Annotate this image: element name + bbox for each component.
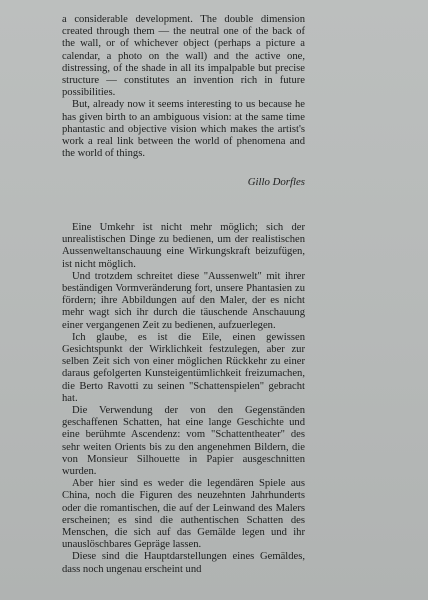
- english-text-block: [62, 14, 305, 160]
- german-text-block: [62, 222, 305, 576]
- german-paragraph: Eine Umkehr ist nicht mehr möglich; sich der unrealistischen Dinge zu bedienen, um der realistischen Aussenweltanschauung eine Wirkungskraft beizufügen, ist nicht möglich.: [62, 222, 305, 270]
- german-paragraph: Die Verwendung der von den Gegenständen geschaffenen Schatten, hat eine lange Geschichte und eine berühmte Ascendenz: vom "Schattentheater" des sehr weiten Orients bis zu den angenehmen Bildern, die von Monsieur Silhouette in Papier ausgeschnitten wurden.: [62, 405, 305, 478]
- german-paragraph: Ich glaube, es ist die Eile, einen gewissen Gesichtspunkt der Wirklichkeit festzulegen, aber zur selben Zeit sich von einer möglichen Rückkehr zu einer daraus gefolgerten Kunsteigentümlichkeit freizumachen, die Berto Ravotti zu seinen "Schattenspielen" gebracht hat.: [62, 331, 305, 404]
- german-paragraph: Aber hier sind es weder die legendären Spiele aus China, noch die Figuren des neuzehnten Jahrhunderts oder die romantischen, die auf der Leinwand des Malers erscheinen; es sind die authentischen Schatten des Menschen, die sich auf das Gemälde legen und ihr unauslöschbares Gepräge lassen.: [62, 478, 305, 551]
- english-paragraph: But, already now it seems interesting to us because he has given birth to an ambiguous vision: at the same time phantastic and objective vision which makes the artist's work a real link between the world of phenomena and the world of things.: [62, 99, 305, 160]
- german-paragraph: Diese sind die Hauptdarstellungen eines Gemäldes, dass noch ungenau erscheint und: [62, 551, 305, 575]
- english-paragraph: a considerable development. The double dimension created through them — the neutral one of the back of the wall, or of whichever object (perhaps a picture a calendar, a photo on the wall) and the active one, distressing, of the shade in all its impalpable but precise structure — constitutes an invention rich in future possibilities.: [62, 14, 305, 99]
- author-signature: Gillo Dorfles: [247, 176, 305, 188]
- german-paragraph: Und trotzdem schreitet diese "Aussenwelt" mit ihrer beständigen Vormveränderung fort, unsere Phantasien zu fördern; ihre Abbildungen auf den Maler, der es nicht mehr wagt sich ihr durch die täuschende Anschauung einer vergangenen Zeit zu bedienen, aufzuerlegen.: [62, 270, 305, 331]
